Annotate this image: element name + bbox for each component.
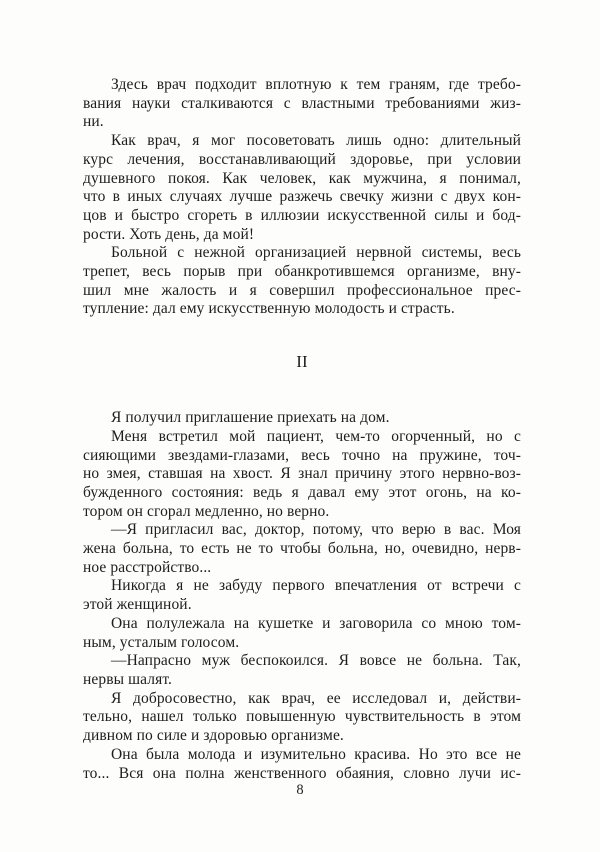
paragraph [83,76,521,132]
text-line: тупление: дал ему искусственную молодость и страсть. [83,300,455,318]
text-line: Она полулежала на кушетке и заговорила со мною том- [111,614,521,632]
text-line: Она была молода и изумительно красива. Но это все не [111,745,521,763]
text-line: курс лечения, восстанавливающий здоровье, при условии [83,150,521,168]
paragraph [83,690,521,746]
paragraph [83,521,521,577]
text-line: цов и быстро сгореть в иллюзии искусственной силы и бод- [83,206,521,224]
paragraph [83,652,521,689]
text-line: Я добросовестно, как врач, ее исследовал и, действи- [111,689,521,707]
text-line: жена больна, то есть не то чтобы больна, но, очевидно, нерв- [83,540,521,558]
text-line: нервы шалят. [83,670,173,688]
text-line: душевного покоя. Как человек, как мужчина, я понимал, [83,169,521,187]
text-line: бужденного состояния: ведь я давал ему этот огонь, на ко- [83,483,521,501]
text-line: вания науки сталкиваются с властными требованиями жиз- [83,94,521,112]
text-block [83,76,521,783]
text-line: Никогда я не забуду первого впечатления от встречи с [111,577,521,595]
text-line: то... Вся она полна женственного обаяния, словно лучи ис- [83,764,521,782]
text-line: рости. Хоть день, да мой! [83,225,255,243]
text-line: но змея, ставшая на хвост. Я знал причину этого нервно-воз- [83,465,521,483]
text-line: —Я пригласил вас, доктор, потому, что верю в вас. Моя [111,521,521,539]
text-line: ным, усталым голосом. [83,633,240,651]
text-line: Больной с нежной организацией нервной системы, весь [111,244,521,262]
paragraph [83,577,521,614]
text-line: Здесь врач подходит вплотную к тем граням, где требо- [111,76,521,93]
text-line: Как врач, я мог посоветовать лишь одно: длительный [111,132,521,150]
text-line: ное расстройство... [83,558,212,576]
text-line: Меня встретил мой пациент, чем-то огорченный, но с [111,427,521,445]
text-line: Я получил приглашение приехать на дом. [111,409,390,427]
text-line: шил мне жалость и я совершил профессиональное прес- [83,281,521,299]
paragraph [83,409,521,428]
text-line: дивном по силе и здоровью организме. [83,727,344,745]
text-line: этой женщиной. [83,596,192,614]
page-number: 8 [296,782,304,798]
text-line: —Напрасно муж беспокоился. Я вовсе не больна. Так, [111,652,521,670]
text-line: тельно, нашел только повышенную чувствительность в этом [83,708,521,726]
paragraph [83,428,521,522]
text-line: тором он сгорал медленно, но верно. [83,502,330,520]
text-line: трепет, весь порыв при обанкротившемся организме, вну- [83,263,521,281]
text-line: сияющими звездами-глазами, весь точно на пружине, точ- [83,446,521,464]
text-line: ни. [83,113,104,131]
paragraph [83,244,521,319]
paragraph [83,615,521,652]
paragraph [83,746,521,783]
paragraph [83,132,521,244]
chapter-heading: II [296,352,308,372]
text-line: что в иных случаях лучше разжечь свечку жизни с двух кон- [83,188,521,206]
